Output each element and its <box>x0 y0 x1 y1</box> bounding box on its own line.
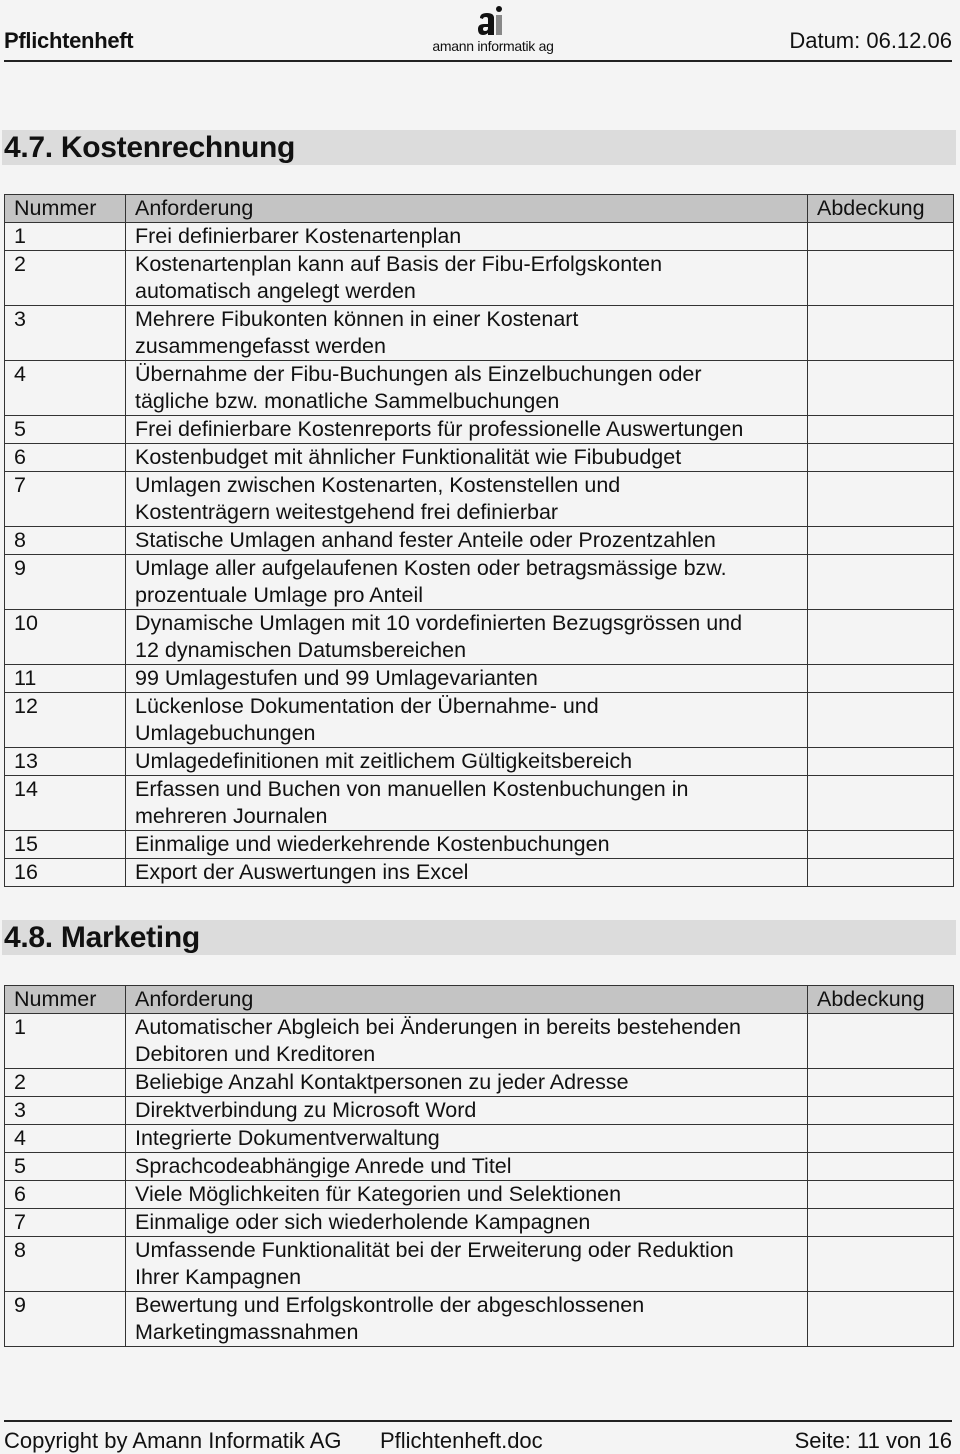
row-number: 1 <box>5 1014 126 1069</box>
row-coverage-cell <box>808 1181 954 1209</box>
company-logo <box>418 2 568 56</box>
section-heading-marketing <box>2 920 956 955</box>
row-requirement: 99 Umlagestufen und 99 Umlagevarianten <box>126 665 808 693</box>
document-title: Pflichtenheft <box>4 28 134 53</box>
row-number: 5 <box>5 416 126 444</box>
row-coverage-cell <box>808 693 954 748</box>
row-requirement: Statische Umlagen anhand fester Anteile oder Prozentzahlen <box>126 527 808 555</box>
section-heading-kostenrechnung <box>2 130 956 165</box>
row-requirement: Umlagedefinitionen mit zeitlichem Gültigkeitsbereich <box>126 748 808 776</box>
row-coverage-cell <box>808 1237 954 1292</box>
row-number: 9 <box>5 1292 126 1347</box>
table-row <box>5 665 954 693</box>
row-requirement: Viele Möglichkeiten für Kategorien und Selektionen <box>126 1181 808 1209</box>
row-number: 3 <box>5 1097 126 1125</box>
table-header-row <box>5 195 954 223</box>
row-requirement: Integrierte Dokumentverwaltung <box>126 1125 808 1153</box>
row-coverage-cell <box>808 1292 954 1347</box>
row-number: 4 <box>5 1125 126 1153</box>
section-title: 4.7. Kostenrechnung <box>4 131 296 164</box>
table-row <box>5 831 954 859</box>
row-coverage-cell <box>808 1125 954 1153</box>
row-requirement: Einmalige oder sich wiederholende Kampagnen <box>126 1209 808 1237</box>
row-number: 14 <box>5 776 126 831</box>
row-requirement: Beliebige Anzahl Kontaktpersonen zu jeder Adresse <box>126 1069 808 1097</box>
column-header-anforderung: Anforderung <box>126 986 808 1014</box>
row-requirement: Umlage aller aufgelaufenen Kosten oder betragsmässige bzw. prozentuale Umlage pro Anteil <box>126 555 808 610</box>
row-coverage-cell <box>808 527 954 555</box>
row-coverage-cell <box>808 555 954 610</box>
row-requirement: Umfassende Funktionalität bei der Erweiterung oder Reduktion Ihrer Kampagnen <box>126 1237 808 1292</box>
row-number: 12 <box>5 693 126 748</box>
table-row <box>5 527 954 555</box>
table-row <box>5 444 954 472</box>
row-number: 3 <box>5 306 126 361</box>
row-coverage-cell <box>808 776 954 831</box>
table-row <box>5 748 954 776</box>
row-coverage-cell <box>808 1153 954 1181</box>
footer-copyright: Copyright by Amann Informatik AG <box>4 1428 342 1453</box>
row-coverage-cell <box>808 361 954 416</box>
footer-page-number: Seite: 11 von 16 <box>794 1428 952 1453</box>
table-row <box>5 1014 954 1069</box>
footer-filename: Pflichtenheft.doc <box>380 1428 543 1453</box>
table-row <box>5 859 954 887</box>
table-header-row <box>5 986 954 1014</box>
row-number: 15 <box>5 831 126 859</box>
table-row <box>5 1097 954 1125</box>
row-requirement: Übernahme der Fibu-Buchungen als Einzelbuchungen oder tägliche bzw. monatliche Sammelbuchungen <box>126 361 808 416</box>
row-coverage-cell <box>808 223 954 251</box>
table-row <box>5 610 954 665</box>
row-number: 5 <box>5 1153 126 1181</box>
row-requirement: Lückenlose Dokumentation der Übernahme- und Umlagebuchungen <box>126 693 808 748</box>
logo-text: amann informatik ag <box>432 38 554 54</box>
table-row <box>5 1069 954 1097</box>
table-row <box>5 416 954 444</box>
row-requirement: Mehrere Fibukonten können in einer Kostenart zusammengefasst werden <box>126 306 808 361</box>
row-number: 2 <box>5 1069 126 1097</box>
section-title: 4.8. Marketing <box>4 921 200 954</box>
row-coverage-cell <box>808 665 954 693</box>
row-requirement: Kostenbudget mit ähnlicher Funktionalität wie Fibubudget <box>126 444 808 472</box>
row-requirement: Automatischer Abgleich bei Änderungen in bereits bestehenden Debitoren und Kreditoren <box>126 1014 808 1069</box>
row-requirement: Einmalige und wiederkehrende Kostenbuchungen <box>126 831 808 859</box>
row-number: 13 <box>5 748 126 776</box>
row-coverage-cell <box>808 831 954 859</box>
row-number: 16 <box>5 859 126 887</box>
table-row <box>5 306 954 361</box>
row-requirement: Bewertung und Erfolgskontrolle der abgeschlossenen Marketingmassnahmen <box>126 1292 808 1347</box>
requirements-table-kostenrechnung <box>4 194 954 887</box>
row-number: 9 <box>5 555 126 610</box>
row-coverage-cell <box>808 444 954 472</box>
row-coverage-cell <box>808 251 954 306</box>
row-number: 7 <box>5 1209 126 1237</box>
row-requirement: Kostenartenplan kann auf Basis der Fibu-Erfolgskonten automatisch angelegt werden <box>126 251 808 306</box>
table-row <box>5 472 954 527</box>
row-number: 11 <box>5 665 126 693</box>
document-date: Datum: 06.12.06 <box>789 28 952 53</box>
row-coverage-cell <box>808 306 954 361</box>
row-number: 6 <box>5 444 126 472</box>
row-number: 4 <box>5 361 126 416</box>
row-number: 1 <box>5 223 126 251</box>
page-header <box>4 0 952 62</box>
row-coverage-cell <box>808 1097 954 1125</box>
table-row <box>5 223 954 251</box>
row-coverage-cell <box>808 1014 954 1069</box>
table-row <box>5 693 954 748</box>
table-row <box>5 251 954 306</box>
row-number: 2 <box>5 251 126 306</box>
column-header-nummer: Nummer <box>5 986 126 1014</box>
ai-logo-icon <box>478 6 506 36</box>
row-requirement: Umlagen zwischen Kostenarten, Kostenstellen und Kostenträgern weitestgehend frei definierbar <box>126 472 808 527</box>
row-coverage-cell <box>808 416 954 444</box>
row-coverage-cell <box>808 859 954 887</box>
column-header-anforderung: Anforderung <box>126 195 808 223</box>
row-coverage-cell <box>808 748 954 776</box>
row-requirement: Frei definierbarer Kostenartenplan <box>126 223 808 251</box>
row-number: 10 <box>5 610 126 665</box>
row-coverage-cell <box>808 472 954 527</box>
row-number: 8 <box>5 527 126 555</box>
row-coverage-cell <box>808 1209 954 1237</box>
page-footer <box>4 1420 952 1453</box>
table-row <box>5 1153 954 1181</box>
row-coverage-cell <box>808 610 954 665</box>
table-row <box>5 555 954 610</box>
table-row <box>5 1181 954 1209</box>
row-requirement: Export der Auswertungen ins Excel <box>126 859 808 887</box>
row-number: 7 <box>5 472 126 527</box>
table-row <box>5 776 954 831</box>
table-row <box>5 1237 954 1292</box>
row-number: 8 <box>5 1237 126 1292</box>
column-header-nummer: Nummer <box>5 195 126 223</box>
row-requirement: Sprachcodeabhängige Anrede und Titel <box>126 1153 808 1181</box>
table-row <box>5 1292 954 1347</box>
requirements-table-marketing <box>4 985 954 1347</box>
row-requirement: Frei definierbare Kostenreports für professionelle Auswertungen <box>126 416 808 444</box>
row-coverage-cell <box>808 1069 954 1097</box>
column-header-abdeckung: Abdeckung <box>808 986 954 1014</box>
row-requirement: Erfassen und Buchen von manuellen Kostenbuchungen in mehreren Journalen <box>126 776 808 831</box>
table-row <box>5 1209 954 1237</box>
row-requirement: Direktverbindung zu Microsoft Word <box>126 1097 808 1125</box>
table-row <box>5 361 954 416</box>
row-requirement: Dynamische Umlagen mit 10 vordefinierten Bezugsgrössen und 12 dynamischen Datumsbereichen <box>126 610 808 665</box>
column-header-abdeckung: Abdeckung <box>808 195 954 223</box>
row-number: 6 <box>5 1181 126 1209</box>
table-row <box>5 1125 954 1153</box>
